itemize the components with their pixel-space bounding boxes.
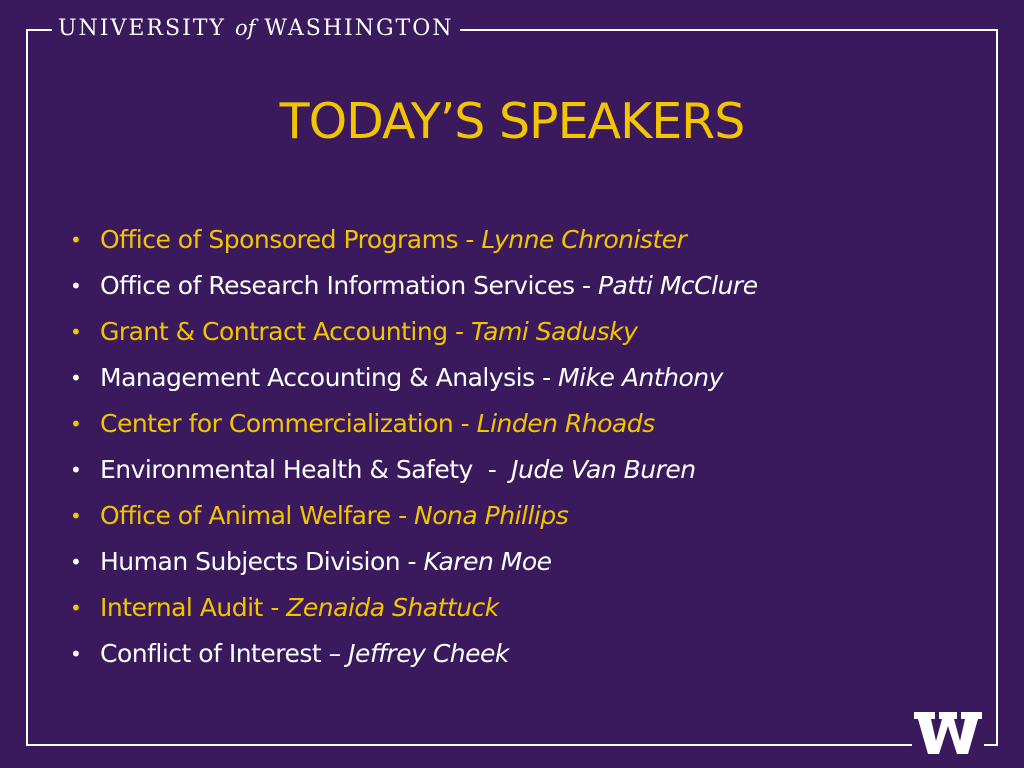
speaker-office: Conflict of Interest: [100, 639, 322, 668]
speaker-item: [60, 310, 960, 356]
speaker-office: Internal Audit: [100, 593, 263, 622]
speaker-separator: -: [390, 501, 415, 530]
speaker-office: Environmental Health & Safety: [100, 455, 473, 484]
speaker-item: [60, 218, 960, 264]
bullet-icon: •: [70, 412, 82, 436]
speaker-name: Zenaida Shattuck: [286, 593, 499, 622]
bullet-icon: •: [70, 642, 82, 666]
speaker-item: [60, 632, 960, 678]
bullet-icon: •: [70, 458, 82, 482]
speaker-office: Human Subjects Division: [100, 547, 401, 576]
speaker-office: Office of Animal Welfare: [100, 501, 391, 530]
speaker-separator: -: [574, 271, 598, 300]
speaker-separator: -: [447, 317, 472, 346]
speaker-name: Mike Anthony: [558, 363, 723, 392]
bullet-icon: •: [70, 366, 82, 390]
speaker-name: Nona Phillips: [414, 501, 569, 530]
speaker-office: Center for Commercialization: [100, 409, 454, 438]
speaker-separator: -: [453, 409, 477, 438]
wordmark-washington: WASHINGTON: [264, 16, 454, 41]
uw-w-icon: [912, 709, 984, 757]
speaker-separator: -: [262, 593, 287, 622]
speaker-office: Grant & Contract Accounting: [100, 317, 448, 346]
speaker-separator: -: [400, 547, 424, 576]
speaker-separator: -: [457, 225, 482, 254]
bullet-icon: •: [70, 596, 82, 620]
speaker-item: [60, 586, 960, 632]
speaker-item: [60, 402, 960, 448]
speaker-item: [60, 356, 960, 402]
speaker-name: Jeffrey Cheek: [348, 639, 509, 668]
speaker-item: [60, 494, 960, 540]
speaker-name: Linden Rhoads: [476, 409, 655, 438]
uw-logo-icon: [912, 709, 984, 757]
speaker-separator: -: [534, 363, 559, 392]
speaker-name: Tami Sadusky: [471, 317, 638, 346]
speaker-name: Jude Van Buren: [511, 455, 696, 484]
bullet-icon: •: [70, 550, 82, 574]
speaker-item: [60, 540, 960, 586]
speaker-item: [60, 448, 960, 494]
university-wordmark: [52, 10, 460, 47]
speaker-list: [60, 218, 960, 678]
bullet-icon: •: [70, 274, 82, 298]
speaker-office: Office of Sponsored Programs: [100, 225, 458, 254]
slide-title: TODAY’S SPEAKERS: [279, 93, 745, 150]
bullet-icon: •: [70, 504, 82, 528]
wordmark-university: UNIVERSITY: [58, 16, 226, 41]
speaker-item: [60, 264, 960, 310]
speaker-separator: –: [321, 639, 349, 668]
wordmark-of: of: [234, 16, 256, 40]
speaker-name: Karen Moe: [423, 547, 552, 576]
speaker-name: Lynne Chronister: [481, 225, 687, 254]
bullet-icon: •: [70, 228, 82, 252]
bullet-icon: •: [70, 320, 82, 344]
speaker-office: Office of Research Information Services: [100, 271, 575, 300]
speaker-name: Patti McClure: [597, 271, 758, 300]
speaker-office: Management Accounting & Analysis: [100, 363, 535, 392]
speaker-separator: -: [472, 455, 512, 484]
